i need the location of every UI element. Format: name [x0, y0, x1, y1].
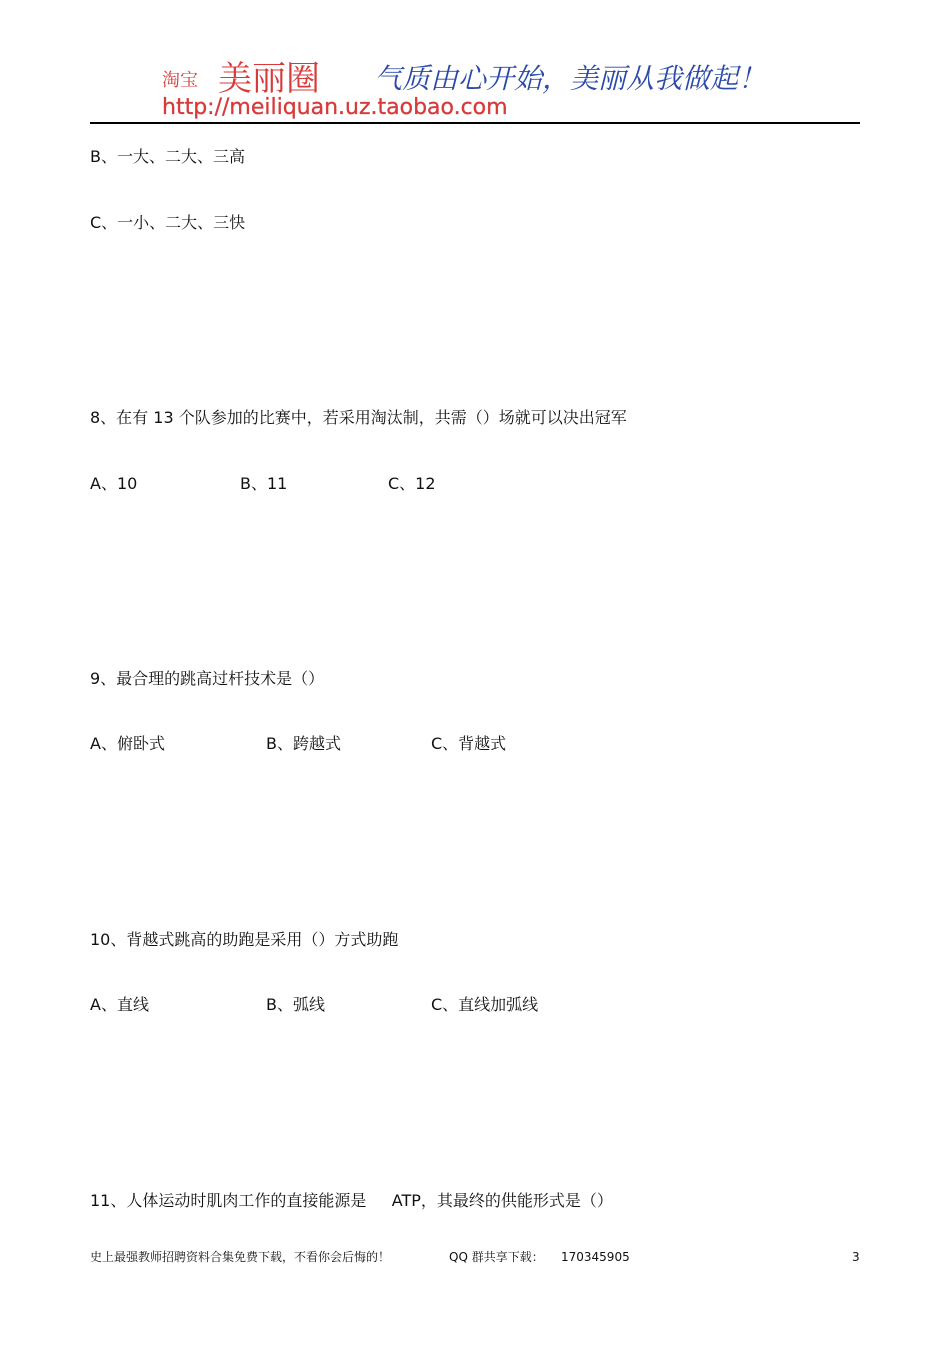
q11-question: 11、人体运动时肌肉工作的直接能源是 ATP，其最终的供能形式是（） — [90, 1191, 613, 1210]
q9-option-a: A、俯卧式 — [90, 734, 165, 753]
q9-question: 9、最合理的跳高过杆技术是（） — [90, 669, 325, 688]
brand-prefix: 淘宝 — [162, 70, 198, 91]
brand-name: 美丽圈 — [218, 59, 320, 99]
footer-qq-number: 170345905 — [561, 1250, 630, 1264]
header-banner — [162, 58, 802, 120]
slogan: 气质由心开始，美丽从我做起！ — [374, 62, 767, 95]
header-divider — [90, 122, 860, 124]
page-number: 3 — [852, 1250, 860, 1264]
q8-question: 8、在有 13 个队参加的比赛中，若采用淘汰制，共需（）场就可以决出冠军 — [90, 408, 627, 427]
q10-option-b: B、弧线 — [266, 995, 325, 1014]
q10-option-a: A、直线 — [90, 995, 149, 1014]
q10-question: 10、背越式跳高的助跑是采用（）方式助跑 — [90, 930, 399, 949]
q8-option-a: A、10 — [90, 474, 138, 493]
footer-qq-label: QQ 群共享下载： — [449, 1250, 544, 1264]
footer-promo-text: 史上最强教师招聘资料合集免费下载，不看你会后悔的！ — [90, 1250, 391, 1264]
q8-option-c: C、12 — [388, 474, 436, 493]
q8-option-b: B、11 — [240, 474, 288, 493]
q7-option-c: C、一小、二大、三快 — [90, 213, 246, 232]
q9-option-c: C、背越式 — [431, 734, 507, 753]
q10-option-c: C、直线加弧线 — [431, 995, 539, 1014]
q7-option-b: B、一大、二大、三高 — [90, 147, 245, 166]
q9-option-b: B、跨越式 — [266, 734, 341, 753]
header-url: http://meiliquan.uz.taobao.com — [162, 95, 508, 120]
